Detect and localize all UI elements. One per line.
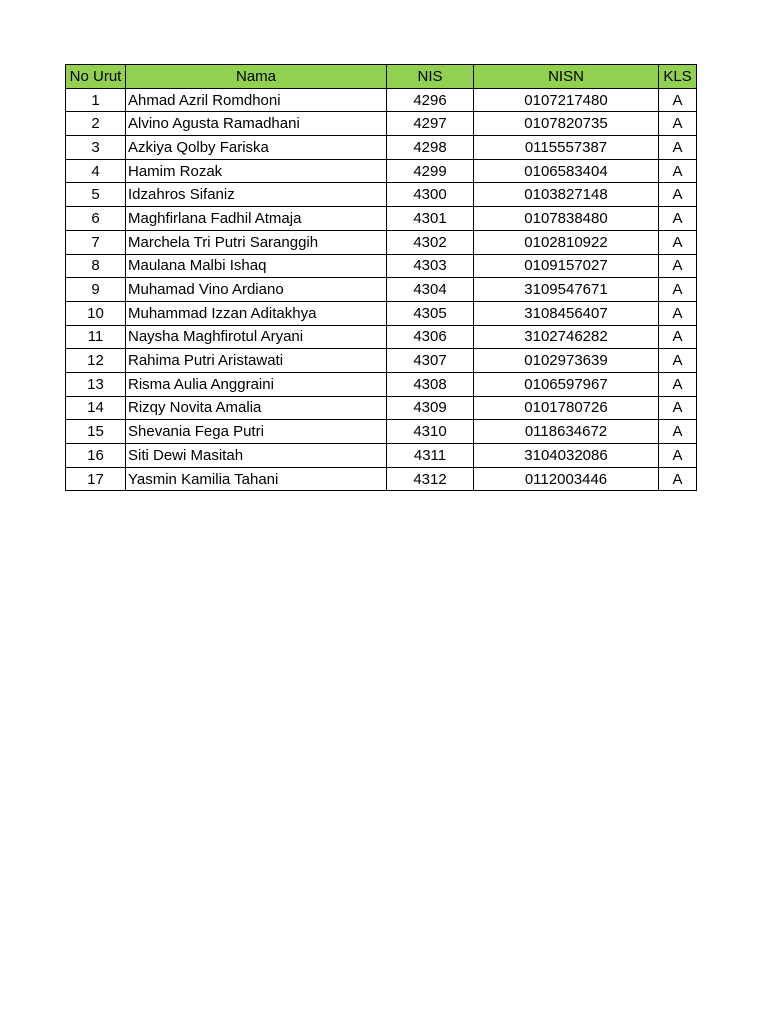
cell-nama: Rahima Putri Aristawati: [126, 349, 387, 373]
cell-kls: A: [659, 420, 697, 444]
table-row: [66, 444, 697, 468]
table-row: [66, 467, 697, 491]
cell-nis: 4303: [387, 254, 474, 278]
cell-nama: Rizqy Novita Amalia: [126, 396, 387, 420]
cell-nis: 4297: [387, 112, 474, 136]
cell-nama: Alvino Agusta Ramadhani: [126, 112, 387, 136]
cell-no-urut: 13: [66, 372, 126, 396]
cell-kls: A: [659, 230, 697, 254]
table-row: [66, 136, 697, 160]
cell-nisn: 0102973639: [474, 349, 659, 373]
cell-nisn: 0106583404: [474, 159, 659, 183]
cell-kls: A: [659, 183, 697, 207]
cell-no-urut: 14: [66, 396, 126, 420]
cell-no-urut: 6: [66, 207, 126, 231]
cell-no-urut: 4: [66, 159, 126, 183]
cell-kls: A: [659, 301, 697, 325]
cell-nisn: 0112003446: [474, 467, 659, 491]
cell-kls: A: [659, 372, 697, 396]
cell-no-urut: 12: [66, 349, 126, 373]
cell-kls: A: [659, 349, 697, 373]
student-roster-table: [65, 64, 697, 491]
cell-nis: 4296: [387, 88, 474, 112]
table-row: [66, 183, 697, 207]
column-header-kls: KLS: [659, 65, 697, 89]
table-row: [66, 159, 697, 183]
cell-kls: A: [659, 207, 697, 231]
cell-nis: 4304: [387, 278, 474, 302]
cell-no-urut: 10: [66, 301, 126, 325]
table-row: [66, 396, 697, 420]
cell-nama: Azkiya Qolby Fariska: [126, 136, 387, 160]
cell-nisn: 0107838480: [474, 207, 659, 231]
table-header-row: [66, 65, 697, 89]
cell-kls: A: [659, 396, 697, 420]
cell-no-urut: 17: [66, 467, 126, 491]
cell-kls: A: [659, 159, 697, 183]
cell-nisn: 0118634672: [474, 420, 659, 444]
cell-nama: Ahmad Azril Romdhoni: [126, 88, 387, 112]
cell-nis: 4310: [387, 420, 474, 444]
cell-kls: A: [659, 254, 697, 278]
cell-no-urut: 11: [66, 325, 126, 349]
cell-nama: Yasmin Kamilia Tahani: [126, 467, 387, 491]
table-row: [66, 230, 697, 254]
table-row: [66, 301, 697, 325]
table-row: [66, 112, 697, 136]
cell-nama: Maghfirlana Fadhil Atmaja: [126, 207, 387, 231]
cell-kls: A: [659, 136, 697, 160]
cell-nisn: 3109547671: [474, 278, 659, 302]
cell-nama: Hamim Rozak: [126, 159, 387, 183]
cell-nisn: 3102746282: [474, 325, 659, 349]
cell-nisn: 0102810922: [474, 230, 659, 254]
table-row: [66, 278, 697, 302]
cell-nis: 4308: [387, 372, 474, 396]
cell-no-urut: 8: [66, 254, 126, 278]
cell-no-urut: 15: [66, 420, 126, 444]
cell-nisn: 0107820735: [474, 112, 659, 136]
cell-nisn: 0101780726: [474, 396, 659, 420]
cell-no-urut: 2: [66, 112, 126, 136]
cell-nisn: 3108456407: [474, 301, 659, 325]
table-row: [66, 325, 697, 349]
table-row: [66, 349, 697, 373]
cell-kls: A: [659, 112, 697, 136]
cell-nama: Muhammad Izzan Aditakhya: [126, 301, 387, 325]
cell-nis: 4305: [387, 301, 474, 325]
cell-kls: A: [659, 444, 697, 468]
cell-kls: A: [659, 325, 697, 349]
cell-nis: 4309: [387, 396, 474, 420]
column-header-nis: NIS: [387, 65, 474, 89]
column-header-no-urut: No Urut: [66, 65, 126, 89]
cell-kls: A: [659, 278, 697, 302]
cell-nis: 4311: [387, 444, 474, 468]
cell-nisn: 0115557387: [474, 136, 659, 160]
cell-nisn: 0107217480: [474, 88, 659, 112]
cell-nama: Shevania Fega Putri: [126, 420, 387, 444]
cell-kls: A: [659, 88, 697, 112]
cell-nisn: 0103827148: [474, 183, 659, 207]
cell-nama: Maulana Malbi Ishaq: [126, 254, 387, 278]
table-row: [66, 88, 697, 112]
cell-nis: 4298: [387, 136, 474, 160]
cell-nis: 4302: [387, 230, 474, 254]
cell-no-urut: 9: [66, 278, 126, 302]
cell-nis: 4312: [387, 467, 474, 491]
cell-no-urut: 5: [66, 183, 126, 207]
table-row: [66, 254, 697, 278]
cell-nama: Marchela Tri Putri Saranggih: [126, 230, 387, 254]
column-header-nisn: NISN: [474, 65, 659, 89]
cell-nisn: 0109157027: [474, 254, 659, 278]
cell-nis: 4299: [387, 159, 474, 183]
cell-kls: A: [659, 467, 697, 491]
cell-no-urut: 7: [66, 230, 126, 254]
cell-nisn: 3104032086: [474, 444, 659, 468]
table-row: [66, 420, 697, 444]
cell-nama: Naysha Maghfirotul Aryani: [126, 325, 387, 349]
cell-nis: 4300: [387, 183, 474, 207]
cell-nis: 4301: [387, 207, 474, 231]
table-body: [66, 88, 697, 491]
cell-nama: Risma Aulia Anggraini: [126, 372, 387, 396]
cell-nama: Siti Dewi Masitah: [126, 444, 387, 468]
table-row: [66, 207, 697, 231]
cell-no-urut: 16: [66, 444, 126, 468]
cell-no-urut: 3: [66, 136, 126, 160]
table-row: [66, 372, 697, 396]
cell-nis: 4306: [387, 325, 474, 349]
cell-nis: 4307: [387, 349, 474, 373]
cell-nama: Idzahros Sifaniz: [126, 183, 387, 207]
cell-nisn: 0106597967: [474, 372, 659, 396]
cell-nama: Muhamad Vino Ardiano: [126, 278, 387, 302]
cell-no-urut: 1: [66, 88, 126, 112]
column-header-nama: Nama: [126, 65, 387, 89]
